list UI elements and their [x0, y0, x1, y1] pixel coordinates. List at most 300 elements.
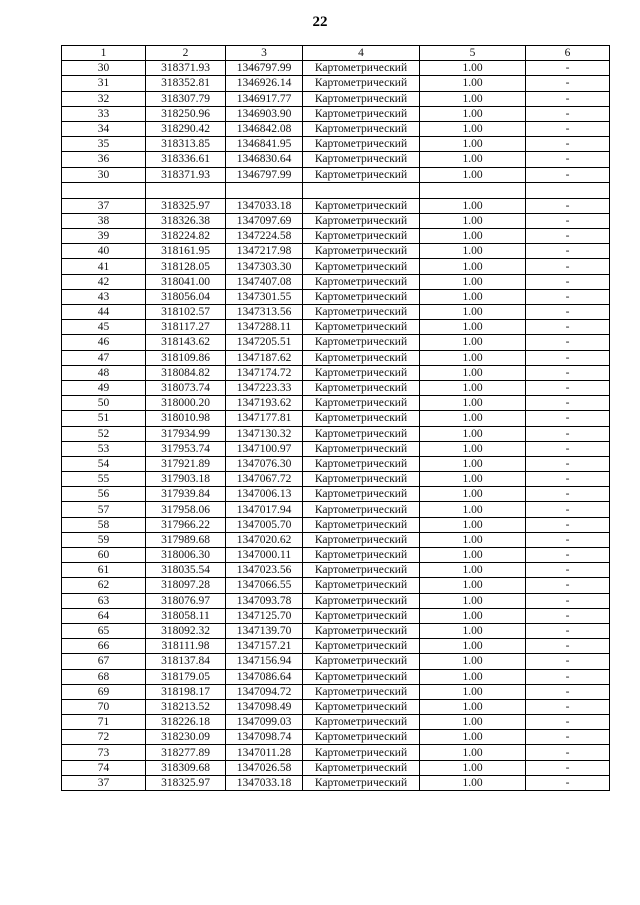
cell-description: - [526, 472, 610, 487]
cell-method: Картометрический [303, 669, 420, 684]
cell-description: - [526, 335, 610, 350]
cell-method: Картометрический [303, 76, 420, 91]
table-row [62, 259, 610, 274]
cell-point: 49 [62, 380, 146, 395]
cell-method: Картометрический [303, 608, 420, 623]
cell-description: - [526, 167, 610, 182]
cell-x: 318224.82 [146, 229, 226, 244]
cell-y: 1346926.14 [226, 76, 303, 91]
column-header-point: 1 [62, 46, 146, 61]
cell-y: 1347023.56 [226, 563, 303, 578]
cell-point: 53 [62, 441, 146, 456]
cell-method: Картометрический [303, 213, 420, 228]
cell-y: 1347097.69 [226, 213, 303, 228]
cell-method: Картометрический [303, 244, 420, 259]
cell-method: Картометрический [303, 396, 420, 411]
cell-x: 318000.20 [146, 396, 226, 411]
cell-accuracy: 1.00 [420, 396, 526, 411]
cell-y: 1347067.72 [226, 472, 303, 487]
cell-point: 42 [62, 274, 146, 289]
cell-x: 318336.61 [146, 152, 226, 167]
cell-accuracy: 1.00 [420, 760, 526, 775]
cell-point: 61 [62, 563, 146, 578]
cell-description: - [526, 456, 610, 471]
cell-x: 318097.28 [146, 578, 226, 593]
cell-accuracy: 1.00 [420, 380, 526, 395]
table-row [62, 167, 610, 182]
table-body [62, 61, 610, 791]
cell-x: 318307.79 [146, 91, 226, 106]
cell-y: 1347303.30 [226, 259, 303, 274]
cell-method: Картометрический [303, 639, 420, 654]
cell-y: 1347026.58 [226, 760, 303, 775]
column-header-x: 2 [146, 46, 226, 61]
cell-accuracy: 1.00 [420, 669, 526, 684]
cell-method: Картометрический [303, 578, 420, 593]
table-row [62, 426, 610, 441]
cell-y: 1347066.55 [226, 578, 303, 593]
cell-accuracy: 1.00 [420, 548, 526, 563]
cell-y: 1347174.72 [226, 365, 303, 380]
column-header-y: 3 [226, 46, 303, 61]
cell-x: 317939.84 [146, 487, 226, 502]
column-header-accuracy: 5 [420, 46, 526, 61]
cell-x: 318058.11 [146, 608, 226, 623]
cell-x: 317958.06 [146, 502, 226, 517]
cell-x: 318161.95 [146, 244, 226, 259]
table-row [62, 775, 610, 790]
table-row [62, 730, 610, 745]
cell-description [526, 182, 610, 198]
cell-x: 318250.96 [146, 106, 226, 121]
cell-y [226, 182, 303, 198]
cell-x: 318179.05 [146, 669, 226, 684]
cell-x: 318226.18 [146, 715, 226, 730]
cell-point: 70 [62, 699, 146, 714]
cell-y: 1347177.81 [226, 411, 303, 426]
cell-description: - [526, 487, 610, 502]
cell-y: 1347094.72 [226, 684, 303, 699]
cell-accuracy: 1.00 [420, 593, 526, 608]
cell-x: 318076.97 [146, 593, 226, 608]
table-row [62, 623, 610, 638]
cell-x: 318117.27 [146, 320, 226, 335]
cell-y: 1347033.18 [226, 775, 303, 790]
cell-y: 1346830.64 [226, 152, 303, 167]
cell-point: 45 [62, 320, 146, 335]
cell-point: 58 [62, 517, 146, 532]
cell-accuracy: 1.00 [420, 532, 526, 547]
cell-description: - [526, 274, 610, 289]
table-row [62, 563, 610, 578]
cell-x: 318092.32 [146, 623, 226, 638]
cell-accuracy: 1.00 [420, 106, 526, 121]
cell-point: 59 [62, 532, 146, 547]
cell-description: - [526, 106, 610, 121]
table-row [62, 548, 610, 563]
cell-x: 318010.98 [146, 411, 226, 426]
table-row [62, 229, 610, 244]
cell-description: - [526, 775, 610, 790]
cell-y: 1347098.74 [226, 730, 303, 745]
cell-method [303, 182, 420, 198]
cell-description: - [526, 745, 610, 760]
table-row [62, 487, 610, 502]
cell-x: 318277.89 [146, 745, 226, 760]
cell-description: - [526, 137, 610, 152]
cell-x: 317934.99 [146, 426, 226, 441]
cell-y: 1347156.94 [226, 654, 303, 669]
cell-accuracy: 1.00 [420, 441, 526, 456]
cell-point: 65 [62, 623, 146, 638]
cell-x: 318128.05 [146, 259, 226, 274]
cell-method: Картометрический [303, 305, 420, 320]
cell-point: 32 [62, 91, 146, 106]
cell-method: Картометрический [303, 167, 420, 182]
cell-x: 317966.22 [146, 517, 226, 532]
cell-accuracy: 1.00 [420, 578, 526, 593]
cell-point: 37 [62, 198, 146, 213]
cell-method: Картометрический [303, 548, 420, 563]
cell-method: Картометрический [303, 472, 420, 487]
cell-accuracy: 1.00 [420, 411, 526, 426]
table-row [62, 365, 610, 380]
cell-x: 318290.42 [146, 121, 226, 136]
cell-y: 1347099.03 [226, 715, 303, 730]
cell-y: 1346917.77 [226, 91, 303, 106]
cell-point: 37 [62, 775, 146, 790]
cell-accuracy: 1.00 [420, 487, 526, 502]
cell-x: 317921.89 [146, 456, 226, 471]
cell-accuracy: 1.00 [420, 775, 526, 790]
table-row [62, 532, 610, 547]
cell-accuracy: 1.00 [420, 350, 526, 365]
cell-description: - [526, 91, 610, 106]
cell-y: 1347076.30 [226, 456, 303, 471]
cell-accuracy: 1.00 [420, 244, 526, 259]
cell-accuracy: 1.00 [420, 623, 526, 638]
table-row [62, 350, 610, 365]
table-row [62, 91, 610, 106]
table-row [62, 517, 610, 532]
cell-point: 50 [62, 396, 146, 411]
column-header-method: 4 [303, 46, 420, 61]
table-row [62, 715, 610, 730]
cell-accuracy: 1.00 [420, 715, 526, 730]
cell-x: 318056.04 [146, 289, 226, 304]
cell-x [146, 182, 226, 198]
cell-accuracy: 1.00 [420, 229, 526, 244]
cell-description: - [526, 76, 610, 91]
cell-accuracy: 1.00 [420, 91, 526, 106]
cell-point: 57 [62, 502, 146, 517]
cell-accuracy: 1.00 [420, 274, 526, 289]
cell-accuracy: 1.00 [420, 472, 526, 487]
column-header-description: 6 [526, 46, 610, 61]
cell-y: 1347193.62 [226, 396, 303, 411]
cell-description: - [526, 608, 610, 623]
cell-method: Картометрический [303, 684, 420, 699]
cell-description: - [526, 365, 610, 380]
table-row [62, 654, 610, 669]
cell-description: - [526, 289, 610, 304]
cell-point: 36 [62, 152, 146, 167]
cell-x: 318371.93 [146, 167, 226, 182]
table-row [62, 244, 610, 259]
cell-y: 1347017.94 [226, 502, 303, 517]
cell-y: 1346797.99 [226, 167, 303, 182]
header-row [62, 46, 610, 61]
cell-point: 71 [62, 715, 146, 730]
cell-method: Картометрический [303, 563, 420, 578]
table-row [62, 441, 610, 456]
cell-point: 68 [62, 669, 146, 684]
cell-accuracy: 1.00 [420, 152, 526, 167]
table-row [62, 396, 610, 411]
cell-y: 1347130.32 [226, 426, 303, 441]
cell-x: 317953.74 [146, 441, 226, 456]
cell-description: - [526, 320, 610, 335]
cell-accuracy [420, 182, 526, 198]
cell-accuracy: 1.00 [420, 639, 526, 654]
cell-method: Картометрический [303, 775, 420, 790]
cell-accuracy: 1.00 [420, 259, 526, 274]
table-row [62, 152, 610, 167]
cell-accuracy: 1.00 [420, 335, 526, 350]
cell-point: 55 [62, 472, 146, 487]
cell-point: 51 [62, 411, 146, 426]
cell-accuracy: 1.00 [420, 654, 526, 669]
cell-point: 31 [62, 76, 146, 91]
cell-point: 30 [62, 167, 146, 182]
table-row [62, 669, 610, 684]
cell-method: Картометрический [303, 502, 420, 517]
cell-description: - [526, 61, 610, 76]
cell-x: 318073.74 [146, 380, 226, 395]
cell-y: 1347125.70 [226, 608, 303, 623]
cell-accuracy: 1.00 [420, 502, 526, 517]
table-row [62, 411, 610, 426]
table-row [62, 61, 610, 76]
cell-x: 318198.17 [146, 684, 226, 699]
cell-point: 60 [62, 548, 146, 563]
cell-y: 1347157.21 [226, 639, 303, 654]
cell-y: 1346842.08 [226, 121, 303, 136]
cell-accuracy: 1.00 [420, 61, 526, 76]
cell-method: Картометрический [303, 350, 420, 365]
cell-point: 30 [62, 61, 146, 76]
cell-point: 56 [62, 487, 146, 502]
cell-method: Картометрический [303, 593, 420, 608]
cell-y: 1347288.11 [226, 320, 303, 335]
table-row [62, 760, 610, 775]
cell-x: 318137.84 [146, 654, 226, 669]
table-row [62, 699, 610, 714]
cell-point: 69 [62, 684, 146, 699]
cell-method: Картометрический [303, 699, 420, 714]
cell-method: Картометрический [303, 365, 420, 380]
cell-x: 318041.00 [146, 274, 226, 289]
cell-point: 44 [62, 305, 146, 320]
cell-point: 52 [62, 426, 146, 441]
cell-accuracy: 1.00 [420, 198, 526, 213]
cell-accuracy: 1.00 [420, 456, 526, 471]
table-row [62, 289, 610, 304]
cell-description: - [526, 502, 610, 517]
cell-y: 1346903.90 [226, 106, 303, 121]
cell-y: 1347187.62 [226, 350, 303, 365]
cell-description: - [526, 684, 610, 699]
cell-description: - [526, 532, 610, 547]
cell-y: 1346841.95 [226, 137, 303, 152]
cell-point: 38 [62, 213, 146, 228]
cell-point: 64 [62, 608, 146, 623]
cell-accuracy: 1.00 [420, 608, 526, 623]
cell-accuracy: 1.00 [420, 365, 526, 380]
cell-method: Картометрический [303, 289, 420, 304]
cell-description: - [526, 152, 610, 167]
cell-x: 318111.98 [146, 639, 226, 654]
table-row [62, 578, 610, 593]
cell-method: Картометрический [303, 320, 420, 335]
table-row [62, 608, 610, 623]
cell-y: 1347033.18 [226, 198, 303, 213]
table-row [62, 121, 610, 136]
cell-x: 318326.38 [146, 213, 226, 228]
table-row [62, 745, 610, 760]
cell-x: 318230.09 [146, 730, 226, 745]
cell-description: - [526, 411, 610, 426]
cell-method: Картометрический [303, 441, 420, 456]
cell-y: 1347407.08 [226, 274, 303, 289]
cell-method: Картометрический [303, 456, 420, 471]
cell-y: 1347223.33 [226, 380, 303, 395]
table-header [62, 46, 610, 61]
cell-x: 318006.30 [146, 548, 226, 563]
cell-point: 72 [62, 730, 146, 745]
cell-description: - [526, 715, 610, 730]
cell-accuracy: 1.00 [420, 289, 526, 304]
table-row [62, 380, 610, 395]
cell-x: 317903.18 [146, 472, 226, 487]
cell-point: 62 [62, 578, 146, 593]
cell-method: Картометрический [303, 274, 420, 289]
cell-x: 318309.68 [146, 760, 226, 775]
cell-point: 74 [62, 760, 146, 775]
cell-x: 317989.68 [146, 532, 226, 547]
cell-x: 318213.52 [146, 699, 226, 714]
coordinates-table [61, 45, 610, 791]
cell-accuracy: 1.00 [420, 517, 526, 532]
cell-x: 318102.57 [146, 305, 226, 320]
cell-accuracy: 1.00 [420, 426, 526, 441]
cell-y: 1347100.97 [226, 441, 303, 456]
table-row [62, 502, 610, 517]
cell-accuracy: 1.00 [420, 76, 526, 91]
cell-point: 63 [62, 593, 146, 608]
cell-point: 46 [62, 335, 146, 350]
cell-accuracy: 1.00 [420, 121, 526, 136]
page-number: 22 [312, 14, 328, 30]
cell-point: 43 [62, 289, 146, 304]
cell-method: Картометрический [303, 426, 420, 441]
cell-point: 41 [62, 259, 146, 274]
cell-point: 33 [62, 106, 146, 121]
table-row [62, 684, 610, 699]
cell-description: - [526, 563, 610, 578]
cell-description: - [526, 121, 610, 136]
cell-accuracy: 1.00 [420, 684, 526, 699]
table-row [62, 137, 610, 152]
table-row [62, 593, 610, 608]
cell-x: 318035.54 [146, 563, 226, 578]
cell-accuracy: 1.00 [420, 167, 526, 182]
cell-description: - [526, 305, 610, 320]
cell-method: Картометрический [303, 61, 420, 76]
table-row [62, 76, 610, 91]
cell-y: 1347098.49 [226, 699, 303, 714]
cell-point: 54 [62, 456, 146, 471]
cell-x: 318371.93 [146, 61, 226, 76]
cell-method: Картометрический [303, 654, 420, 669]
cell-description: - [526, 730, 610, 745]
cell-method: Картометрический [303, 380, 420, 395]
cell-point: 48 [62, 365, 146, 380]
cell-y: 1347205.51 [226, 335, 303, 350]
cell-description: - [526, 654, 610, 669]
table-row [62, 106, 610, 121]
table-row [62, 639, 610, 654]
table-row [62, 472, 610, 487]
cell-point: 66 [62, 639, 146, 654]
cell-description: - [526, 669, 610, 684]
cell-x: 318313.85 [146, 137, 226, 152]
cell-description: - [526, 426, 610, 441]
cell-description: - [526, 623, 610, 638]
cell-y: 1347086.64 [226, 669, 303, 684]
cell-y: 1347313.56 [226, 305, 303, 320]
cell-description: - [526, 380, 610, 395]
cell-y: 1347217.98 [226, 244, 303, 259]
cell-accuracy: 1.00 [420, 305, 526, 320]
cell-y: 1347020.62 [226, 532, 303, 547]
cell-description: - [526, 244, 610, 259]
cell-accuracy: 1.00 [420, 320, 526, 335]
cell-x: 318352.81 [146, 76, 226, 91]
cell-method: Картометрический [303, 137, 420, 152]
cell-y: 1347011.28 [226, 745, 303, 760]
cell-y: 1347006.13 [226, 487, 303, 502]
cell-point: 34 [62, 121, 146, 136]
cell-accuracy: 1.00 [420, 699, 526, 714]
cell-method: Картометрический [303, 91, 420, 106]
cell-method: Картометрический [303, 487, 420, 502]
cell-description: - [526, 699, 610, 714]
table-row [62, 274, 610, 289]
cell-y: 1346797.99 [226, 61, 303, 76]
cell-method: Картометрический [303, 745, 420, 760]
cell-y: 1347224.58 [226, 229, 303, 244]
cell-method: Картометрический [303, 198, 420, 213]
table-row [62, 305, 610, 320]
table-row [62, 198, 610, 213]
cell-description: - [526, 639, 610, 654]
cell-description: - [526, 578, 610, 593]
cell-y: 1347000.11 [226, 548, 303, 563]
cell-description: - [526, 548, 610, 563]
cell-accuracy: 1.00 [420, 730, 526, 745]
cell-x: 318084.82 [146, 365, 226, 380]
